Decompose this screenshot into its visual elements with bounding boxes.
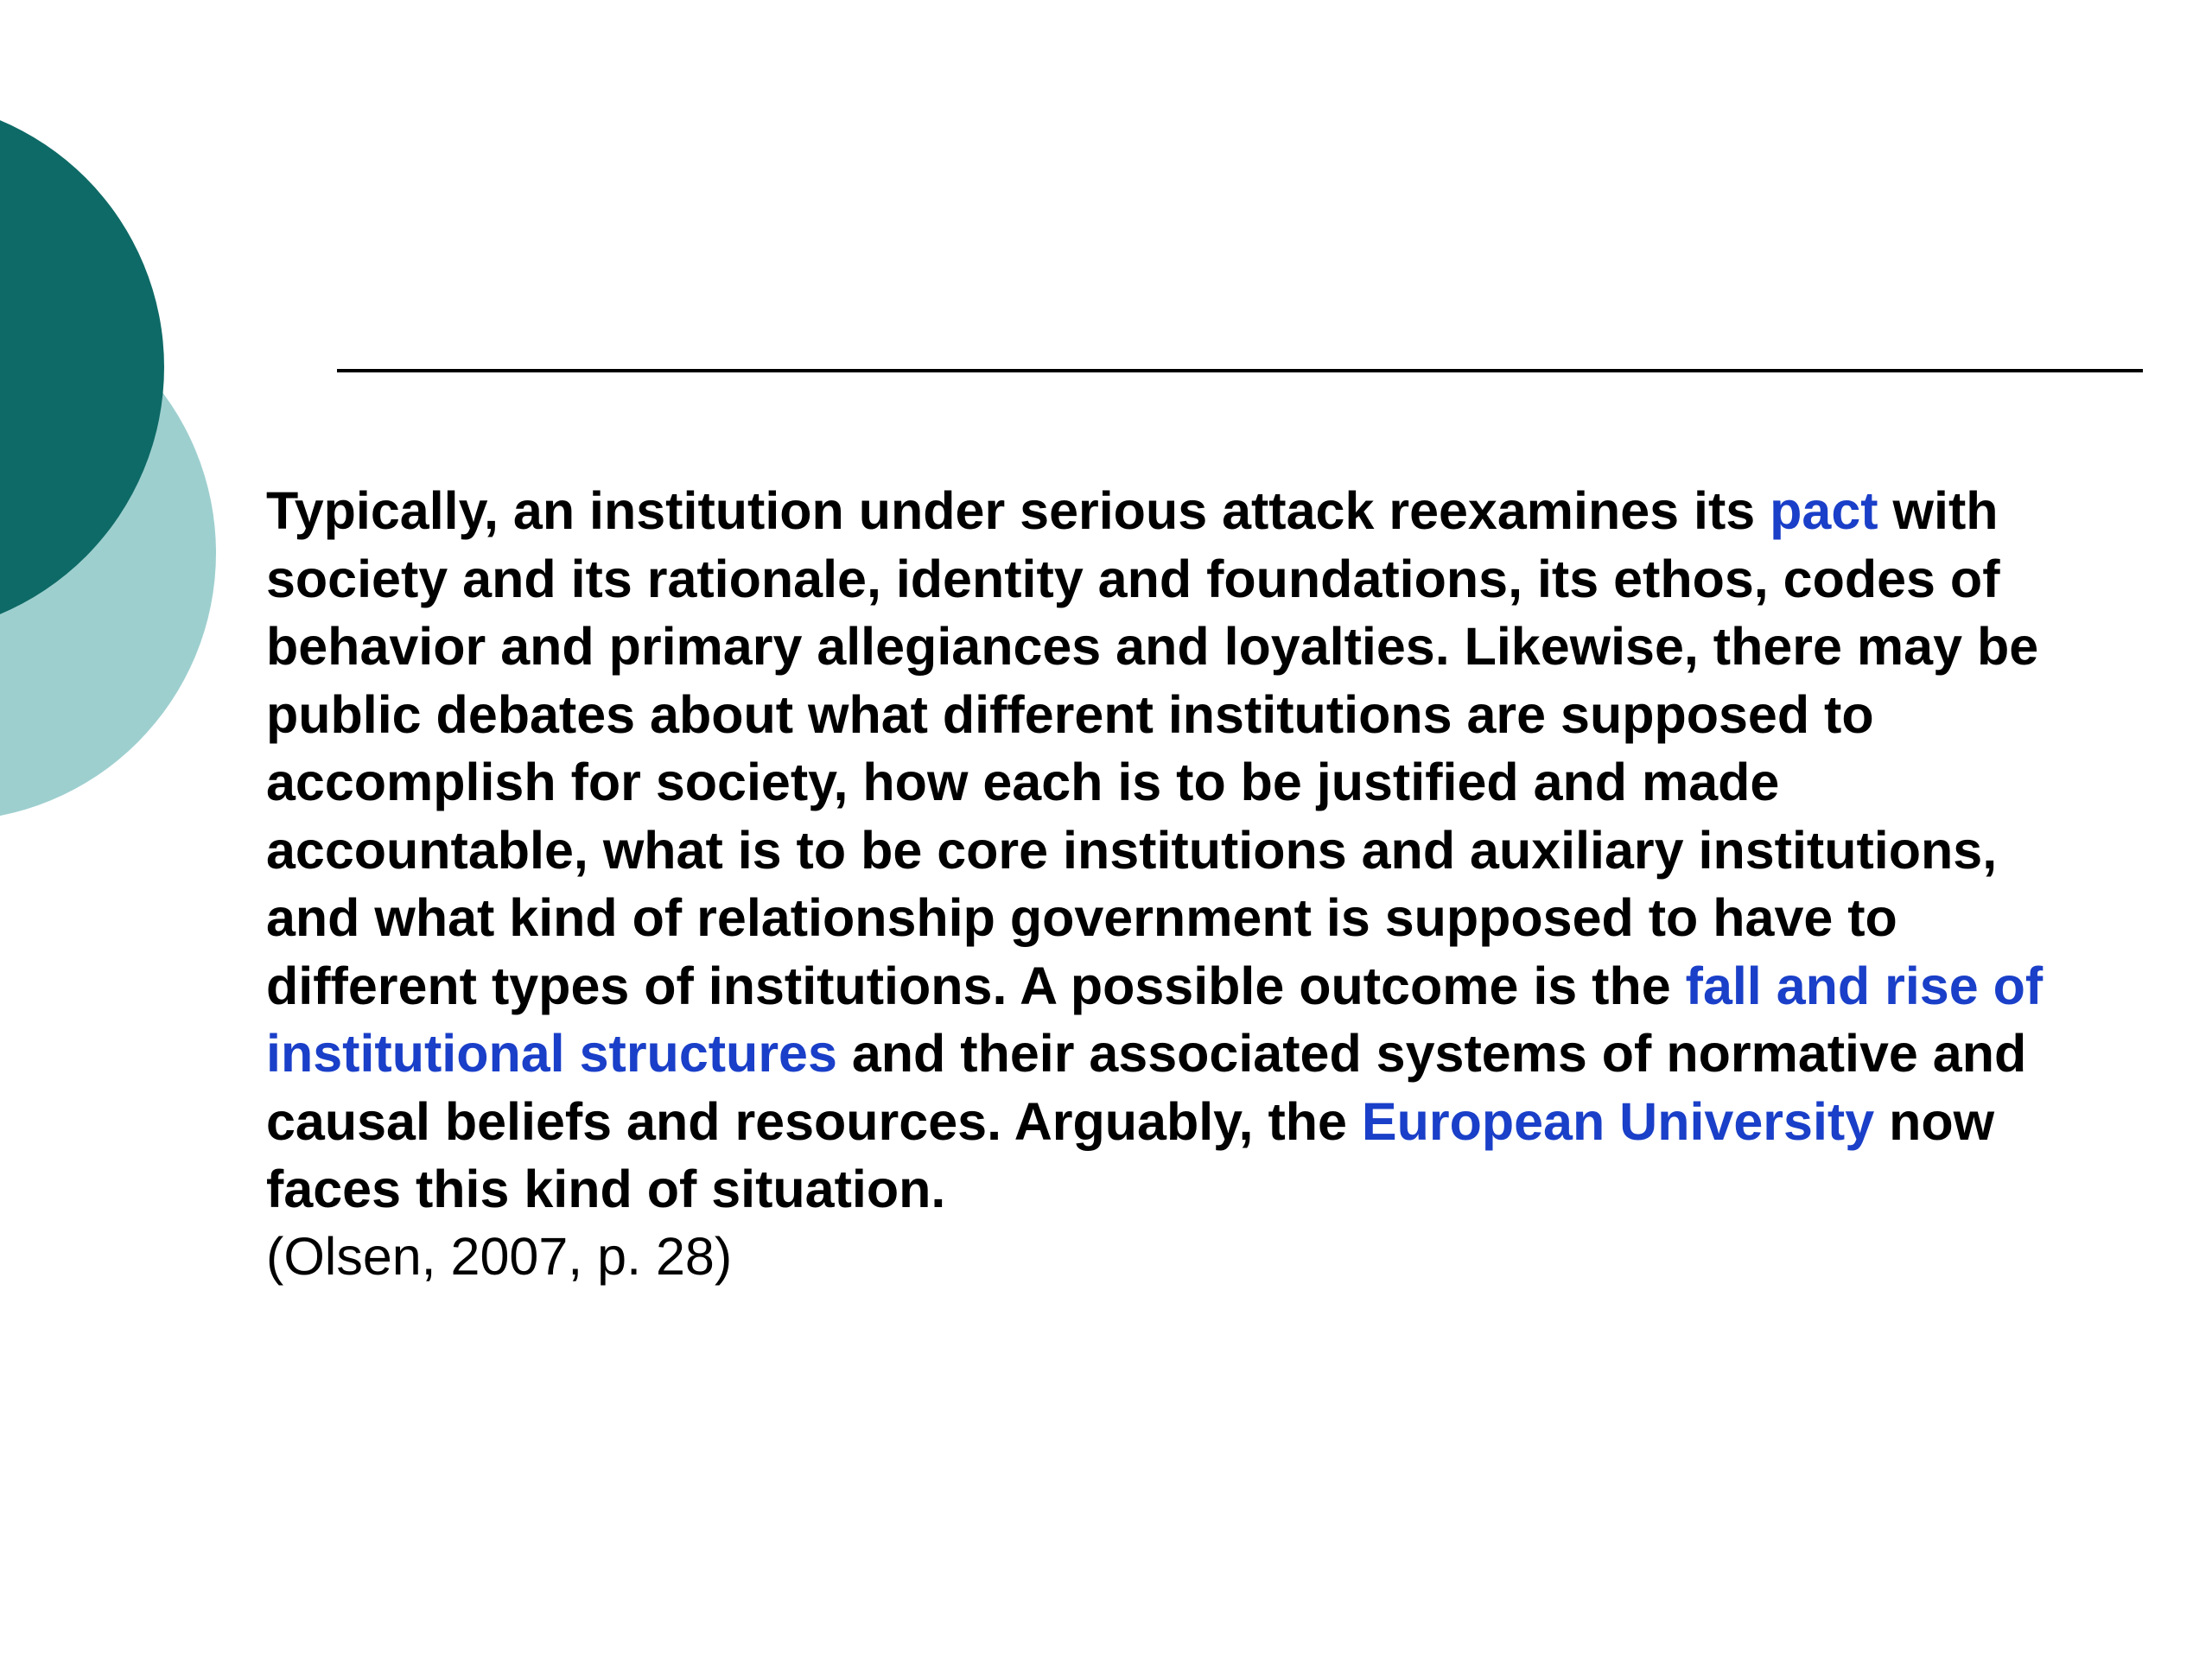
highlighted-phrase: pact xyxy=(1770,481,1878,540)
title-divider-line xyxy=(337,369,2143,372)
quote-text: accountable, what is to be core institutions and auxiliary institutions, xyxy=(266,820,1998,880)
quote-line xyxy=(266,1155,2193,1224)
quote-text: public debates about what different institutions are supposed to xyxy=(266,684,1874,744)
quote-text: faces this kind of situation. xyxy=(266,1160,946,1218)
quote-text: and what kind of relationship government is supposed to have to xyxy=(266,888,1897,947)
quote-line xyxy=(266,681,2193,749)
quote-text: with xyxy=(1878,481,1999,540)
quote-line xyxy=(266,817,2193,885)
quote-text: Typically, an institution under serious attack reexamines its xyxy=(266,481,1770,540)
quote-line xyxy=(266,613,2193,681)
citation: (Olsen, 2007, p. 28) xyxy=(266,1227,733,1286)
quote-line xyxy=(266,1020,2193,1088)
quote-text: society and its rationale, identity and foundations, its ethos, codes of xyxy=(266,549,2000,608)
quote-line xyxy=(266,884,2193,952)
quote-text: now xyxy=(1874,1091,1995,1151)
decorative-circles xyxy=(0,0,259,899)
quote-line xyxy=(266,477,2193,545)
quote-text: and their associated systems of normative and xyxy=(836,1024,2027,1083)
highlighted-phrase: institutional structures xyxy=(266,1024,837,1083)
quote-text: behavior and primary allegiances and loyalties. Likewise, there may be xyxy=(266,617,2039,676)
quote-text: different types of institutions. A possible outcome is the xyxy=(266,956,1686,1015)
highlighted-phrase: European University xyxy=(1361,1091,1875,1151)
quote-line xyxy=(266,545,2193,613)
quote-text: accomplish for society, how each is to be justified and made xyxy=(266,753,1780,811)
quote-line xyxy=(266,1088,2193,1156)
quote-line xyxy=(266,952,2193,1020)
quote-line xyxy=(266,748,2193,817)
quote-block xyxy=(266,477,2193,1224)
highlighted-phrase: fall and rise of xyxy=(1685,956,2044,1015)
quote-text: causal beliefs and resources. Arguably, the xyxy=(266,1091,1362,1151)
